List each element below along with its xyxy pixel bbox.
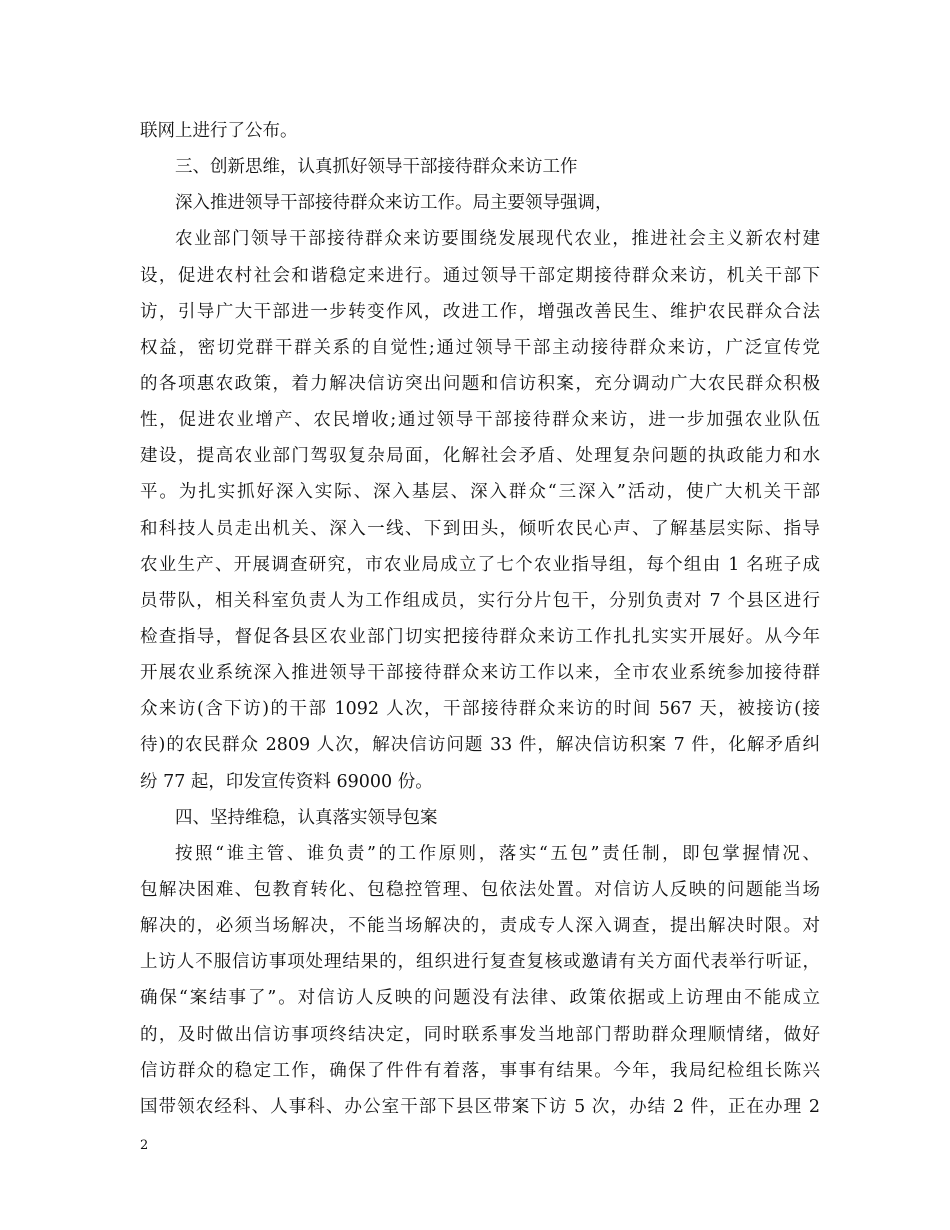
text-line: 访，引导广大干部进一步转变作风，改进工作，增强改善民生、维护农民群众合法 xyxy=(140,301,820,322)
text-line: 三、创新思维，认真抓好领导干部接待群众来访工作 xyxy=(175,157,578,178)
text-line: 平。为扎实抓好深入实际、深入基层、深入群众“三深入”活动，使广大机关干部 xyxy=(140,482,820,503)
text-line: 权益，密切党群干群关系的自觉性;通过领导干部主动接待群众来访，广泛宣传党 xyxy=(140,337,820,358)
text-line: 众来访(含下访)的干部 1092 人次，干部接待群众来访的时间 567 天，被接访(接 xyxy=(140,699,820,720)
text-line: 按照“谁主管、谁负责”的工作原则，落实“五包”责任制，即包掌握情况、 xyxy=(175,843,820,864)
text-line: 员带队，相关科室负责人为工作组成员，实行分片包干，分别负责对 7 个县区进行 xyxy=(140,590,820,611)
text-line: 检查指导，督促各县区农业部门切实把接待群众来访工作扎扎实实开展好。从今年 xyxy=(140,626,820,647)
text-line: 设，促进农村社会和谐稳定来进行。通过领导干部定期接待群众来访，机关干部下 xyxy=(140,265,820,286)
text-line: 的各项惠农政策，着力解决信访突出问题和信访积案，充分调动广大农民群众积极 xyxy=(140,373,820,394)
text-line: 解决的，必须当场解决，不能当场解决的，责成专人深入调查，提出解决时限。对 xyxy=(140,916,820,937)
text-line: 联网上进行了公布。 xyxy=(140,121,298,141)
text-line: 国带领农经科、人事科、办公室干部下县区带案下访 5 次，办结 2 件，正在办理 2 xyxy=(140,1096,820,1117)
text-line: 开展农业系统深入推进领导干部接待群众来访工作以来，全市农业系统参加接待群 xyxy=(140,663,820,684)
text-line: 的，及时做出信访事项终结决定，同时联系事发当地部门帮助群众理顺情绪，做好 xyxy=(140,1024,820,1045)
text-line: 性，促进农业增产、农民增收;通过领导干部接待群众来访，进一步加强农业队伍 xyxy=(140,410,820,431)
text-line: 纷 77 起，印发宣传资料 69000 份。 xyxy=(140,771,433,792)
text-line: 和科技人员走出机关、深入一线、下到田头，倾听农民心声、了解基层实际、指导 xyxy=(140,518,820,539)
text-line: 农业部门领导干部接待群众来访要围绕发展现代农业，推进社会主义新农村建 xyxy=(175,229,820,250)
text-line: 确保“案结事了”。对信访人反映的问题没有法律、政策依据或上访理由不能成立 xyxy=(140,988,820,1009)
body-text xyxy=(140,113,820,1125)
page-number: 2 xyxy=(140,1138,149,1153)
text-line: 四、坚持维稳，认真落实领导包案 xyxy=(175,807,438,828)
text-line: 待)的农民群众 2809 人次，解决信访问题 33 件，解决信访积案 7 件，化解矛盾纠 xyxy=(140,735,820,756)
text-line: 包解决困难、包教育转化、包稳控管理、包依法处置。对信访人反映的问题能当场 xyxy=(140,879,820,900)
text-line: 信访群众的稳定工作，确保了件件有着落，事事有结果。今年，我局纪检组长陈兴 xyxy=(140,1060,820,1081)
text-line: 上访人不服信访事项处理结果的，组织进行复查复核或邀请有关方面代表举行听证， xyxy=(140,952,820,973)
text-line: 建设，提高农业部门驾驭复杂局面，化解社会矛盾、处理复杂问题的执政能力和水 xyxy=(140,446,820,467)
text-line: 深入推进领导干部接待群众来访工作。局主要领导强调， xyxy=(175,193,613,214)
text-line: 农业生产、开展调查研究，市农业局成立了七个农业指导组，每个组由 1 名班子成 xyxy=(140,554,820,575)
